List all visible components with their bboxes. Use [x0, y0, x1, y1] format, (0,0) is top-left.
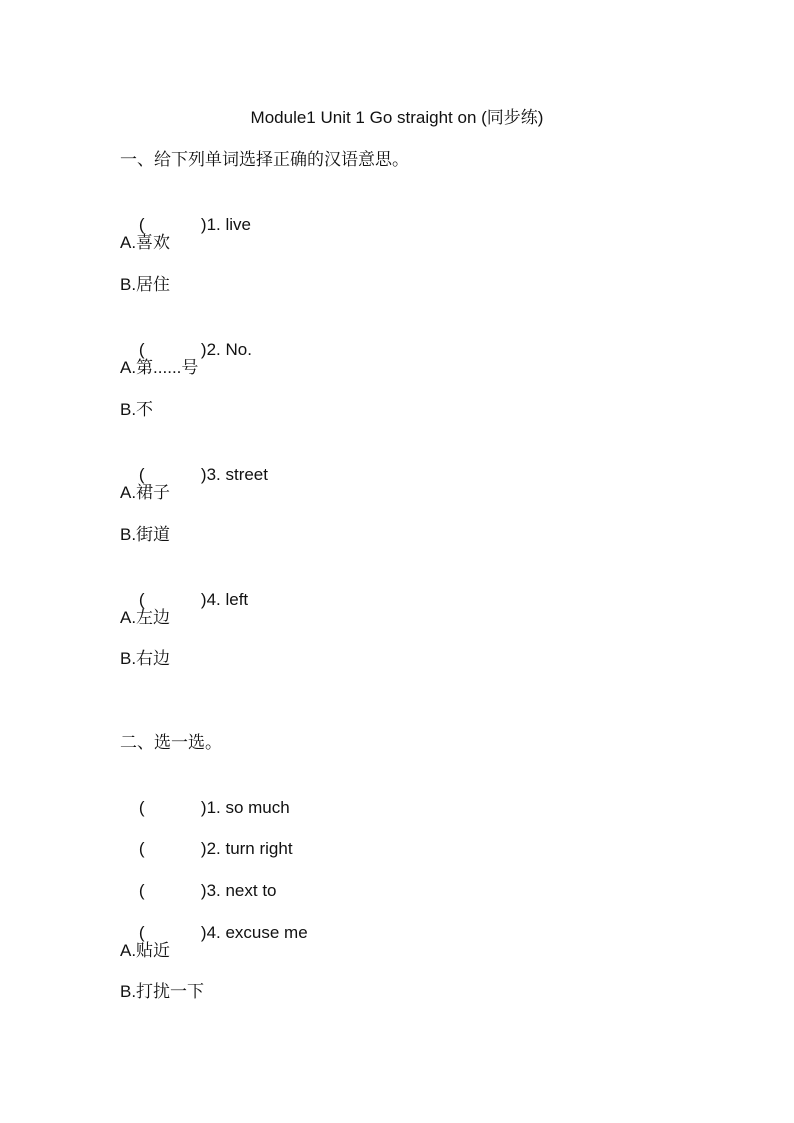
answer-blank[interactable]: (	[138, 590, 145, 609]
answer-blank[interactable]: (	[138, 839, 145, 858]
option-a: A.第......号	[120, 358, 199, 377]
question-text: )2. No.	[200, 340, 252, 359]
question-text: )1. so much	[200, 798, 290, 817]
section2-heading: 二、选一选。	[120, 733, 222, 752]
answer-blank[interactable]: (	[138, 798, 145, 817]
option-a: A.裙子	[120, 483, 171, 502]
question-text: )1. live	[200, 215, 251, 234]
section1-heading: 一、给下列单词选择正确的汉语意思。	[120, 150, 409, 169]
option-a: A.贴近	[120, 941, 171, 960]
option-b: B.街道	[120, 525, 171, 544]
question-text: )4. excuse me	[200, 923, 308, 942]
option-b: B.右边	[120, 649, 171, 668]
option-b: B.打扰一下	[120, 982, 205, 1001]
page-title: Module1 Unit 1 Go straight on (同步练)	[250, 108, 544, 127]
answer-blank[interactable]: (	[138, 881, 145, 900]
answer-blank[interactable]: (	[138, 465, 145, 484]
option-a: A.左边	[120, 608, 171, 627]
option-b: B.居住	[120, 275, 171, 294]
answer-blank[interactable]: (	[138, 215, 145, 234]
answer-blank[interactable]: (	[138, 340, 145, 359]
answer-blank[interactable]: (	[138, 923, 145, 942]
question-text: )2. turn right	[200, 839, 293, 858]
option-a: A.喜欢	[120, 233, 171, 252]
question-text: )3. street	[200, 465, 268, 484]
question-text: )3. next to	[200, 881, 277, 900]
option-b: B.不	[120, 400, 154, 419]
question-text: )4. left	[200, 590, 249, 609]
